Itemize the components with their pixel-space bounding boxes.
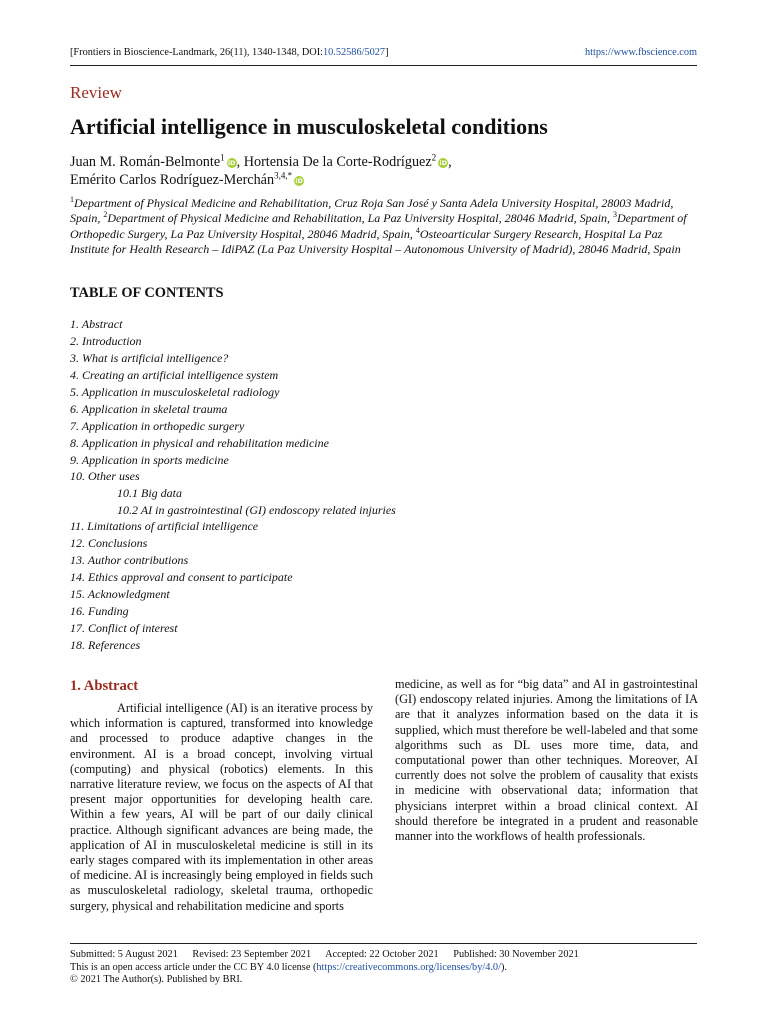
affiliation: Department of Orthopedic Surgery, La Paz University Hospital, 28046 Madrid, Spain, (70, 211, 687, 241)
running-header (70, 47, 697, 65)
affiliation: Department of Physical Medicine and Rehabilitation, La Paz University Hospital, 28046 Madrid, Spain, (107, 211, 613, 226)
toc-item[interactable]: 10.2 AI in gastrointestinal (GI) endoscopy related injuries (117, 502, 396, 517)
toc-item[interactable]: 7. Application in orthopedic surgery (70, 418, 245, 433)
toc-item[interactable]: 14. Ethics approval and consent to participate (70, 570, 293, 585)
toc-heading: TABLE OF CONTENTS (70, 285, 224, 301)
toc-item[interactable]: 9. Application in sports medicine (70, 452, 229, 467)
submitted-date: Submitted: 5 August 2021 (70, 949, 178, 960)
doi-link[interactable]: 10.52586/5027 (322, 47, 386, 58)
orcid-icon[interactable]: iD (439, 159, 447, 167)
toc-item[interactable]: 3. What is artificial intelligence? (70, 350, 229, 365)
journal-website-link[interactable]: https://www.fbscience.com (585, 47, 697, 58)
author-name: Hortensia De la Corte-Rodríguez (243, 154, 432, 170)
license-link[interactable]: https://creativecommons.org/licenses/by/4.0/ (316, 961, 501, 973)
affiliation: Osteoarticular Surgery Research, Hospital La Paz Institute for Health Research – IdiPAZ (La Paz University Hospital – Autonomous University of Madrid), 28046 Madrid, Spain (70, 226, 681, 256)
author-name: Emérito Carlos Rodríguez-Merchán (70, 172, 275, 188)
license-line: This is an open access article under the CC BY 4.0 license (https://creativecommons.org/licenses/by/4.0/). (70, 961, 507, 973)
accepted-date: Accepted: 22 October 2021 (325, 949, 439, 960)
footer (70, 949, 591, 987)
article-title: Artificial intelligence in musculoskeletal conditions (70, 114, 548, 139)
author-affil-mark: 2 (431, 152, 437, 163)
toc-item[interactable]: 11. Limitations of artificial intelligence (70, 519, 259, 534)
toc-item[interactable]: 6. Application in skeletal trauma (70, 401, 228, 416)
citation-line: [Frontiers in Bioscience-Landmark, 26(11), 1340-1348, DOI:10.52586/5027] (70, 47, 389, 58)
toc-item[interactable]: 2. Introduction (70, 333, 142, 348)
header-divider (70, 65, 697, 66)
table-of-contents (70, 316, 697, 654)
toc-item[interactable]: 13. Author contributions (70, 553, 189, 568)
toc-item[interactable]: 15. Acknowledgment (70, 587, 170, 602)
toc-item[interactable]: 1. Abstract (70, 317, 123, 331)
paper-page (70, 0, 697, 1024)
abstract-paragraph-continued: medicine, as well as for “big data” and AI in gastrointestinal (GI) endoscopy related injuries. Among the limitations of IA are that it analyzes information based on the data it is supplied, which must therefore be well-labeled and that some algorithms such as DL uses more time, data, and computational power than other techniques. Moreover, AI currently does not solve the problem of causality that exists in medicine with observational data; information that physicians interpret within a broad clinical context. AI should therefore be integrated in a prudent and reasonable manner into the workflows of health professionals. (395, 677, 698, 844)
author-line-1: Juan M. Román-Belmonte$^1$iD, Hortensia De la Corte-Rodríguez$^2$iD, (70, 152, 452, 170)
author-affil-mark: 1 (220, 152, 225, 163)
author-affil-mark: 3,4,* (274, 170, 293, 181)
toc-item[interactable]: 10. Other uses (70, 469, 140, 484)
abstract-column-right (395, 677, 698, 844)
revised-date: Revised: 23 September 2021 (192, 949, 312, 960)
author-line-2 (70, 171, 697, 189)
toc-item[interactable]: 5. Application in musculoskeletal radiology (70, 384, 280, 399)
toc-item[interactable]: 10.1 Big data (117, 486, 182, 501)
orcid-icon[interactable]: iD (295, 177, 303, 185)
publication-dates (70, 949, 591, 962)
copyright-line: © 2021 The Author(s). Published by BRI. (70, 974, 243, 986)
author-list (70, 153, 697, 189)
affiliations: $^1$Department of Physical Medicine and Rehabilitation, Cruz Roja San José y Santa Adela University Hospital, 28003 Madrid, Spain, $^2$Department of Physical Medicine and Rehabilitation, La Paz University Hospital, 28046 Madrid, Spain, $^3$Department of Orthopedic Surgery, La Paz University Hospital, 28046 Madrid, Spain, $^4$Osteoarticular Surgery Research, Hospital La Paz Institute for Health Research – IdiPAZ (La Paz University Hospital – Autonomous University of Madrid), 28046 Madrid, Spain (70, 195, 687, 256)
orcid-icon[interactable]: iD (227, 159, 236, 167)
author-name: Juan M. Román-Belmonte (70, 154, 221, 170)
toc-item[interactable]: 18. References (70, 637, 141, 652)
toc-item[interactable]: 16. Funding (70, 604, 129, 619)
abstract-heading: 1. Abstract (70, 678, 139, 694)
toc-item[interactable]: 8. Application in physical and rehabilitation medicine (70, 435, 329, 450)
article-type: Review (70, 83, 122, 102)
abstract-column-left (70, 677, 373, 914)
published-date: Published: 30 November 2021 (453, 949, 579, 960)
toc-item[interactable]: 4. Creating an artificial intelligence system (70, 367, 279, 382)
abstract-paragraph: Artificial intelligence (AI) is an iterative process by which information is captured, transformed into knowledge and processed to produce adaptive changes in the environment. AI is a broad concept, involving virtual (computing) and physical (robotics) elements. In this narrative literature review, we focus on the aspects of AI that present major opportunities for developing health care. Within a few years, AI will be part of our daily clinical practice. Although significant advances are being made, the application of AI in musculoskeletal medicine is still in its early stages compared with its implementation in other areas of medicine. AI is increasingly being employed in fields such as musculoskeletal radiology, skeletal trauma, orthopedic surgery, physical and rehabilitation medicine and sports (70, 701, 373, 913)
affiliation: Department of Physical Medicine and Rehabilitation, Cruz Roja San José y Santa Adela University Hospital, 28003 Madrid, Spain, (70, 196, 674, 226)
toc-item[interactable]: 17. Conflict of interest (70, 621, 178, 635)
toc-item[interactable]: 12. Conclusions (70, 536, 148, 551)
footer-divider (70, 943, 697, 944)
